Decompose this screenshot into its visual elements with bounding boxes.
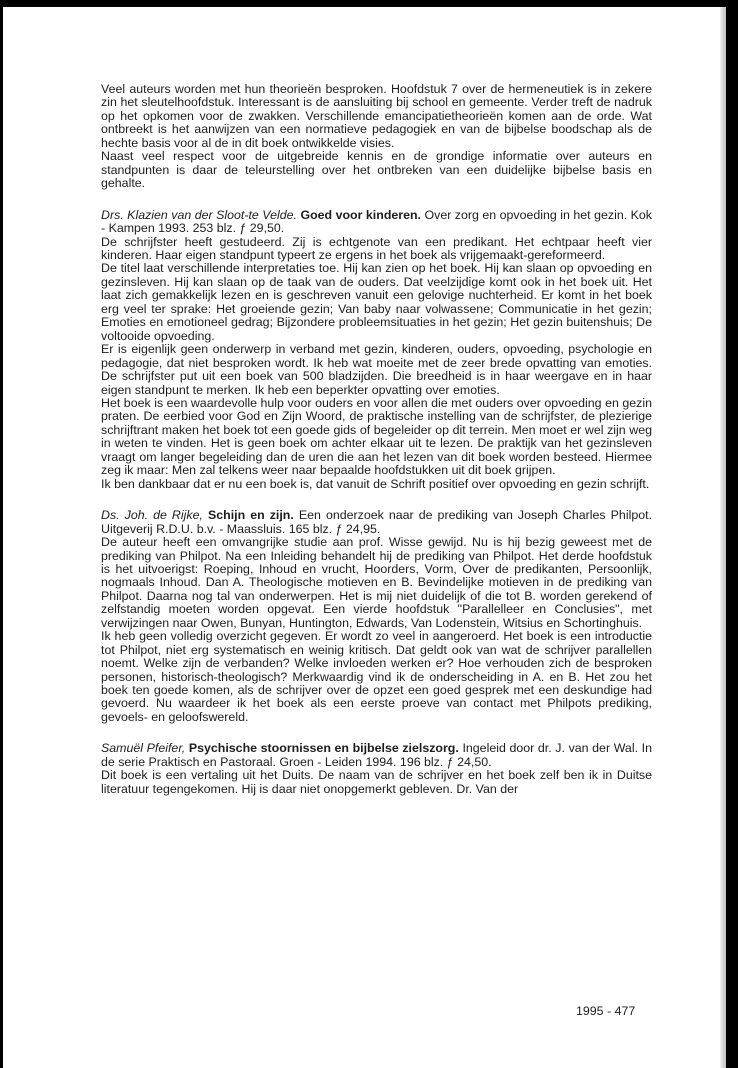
paragraph: Ik heb geen volledig overzicht gegeven. Er wordt zo veel in aangeroerd. Het boek is een introductie tot Philpot, niet erg systematisch en weinig kritisch. Dat geldt ook van wat de schrijver parallellen noemt. Welke zijn de verbanden? Welke invloeden werken er? Hoe verhouden zich de besproken personen, historisch-theologisch? Merkwaardig vind ik de onderscheiding in A. en B. Het zou het boek ten goede komen, als de schrijver over de opzet een goed gesprek met een deskundige had gevoerd. Nu waardeer ik het boek als een eerste proeve van contact met Philpots prediking, gevoels- en geloofswereld. xyxy=(101,629,652,724)
scan-border-left xyxy=(0,0,3,1068)
review-author: Drs. Klazien van der Sloot-te Velde. xyxy=(101,207,297,222)
review-info: Een onderzoek naar de prediking van Joseph Charles Philpot. Uitgeverij R.D.U. b.v. - Maassluis. 165 blz. ƒ 24,95. xyxy=(101,508,652,536)
paragraph: De auteur heeft een omvangrijke studie aan prof. Wisse gewijd. Nu is hij bezig geweest met de prediking van Philpot. Na een Inleiding behandelt hij de prediking van Philpot. Het derde hoofdstuk is het uitvoerigst: Roeping, Inhoud en vrucht, Hoorders, Vorm, Over de predikanten, Persoonlijk, nogmaals Inhoud. Dan A. Theologische motieven en B. Bevindelijke motieven in de prediking van Philpot. Daarna nog tal van onderwerpen. Het is mij niet duidelijk of die tot B. worden gerekend of zelfstandig moeten worden opgevat. Een vierde hoofdstuk "Parallelleer en Conclusies", met verwijzingen naar Owen, Bunyan, Huntington, Edwards, Van Lodenstein, Witsius en Schortinghuis. xyxy=(101,535,652,630)
page-text xyxy=(101,83,652,796)
paragraph: De schrijfster heeft gestudeerd. Zij is echtgenote van een predikant. Het echtpaar heeft vier kinderen. Haar eigen standpunt typeert ze ergens in het boek als vrijgemaakt-gereformeerd. xyxy=(101,234,652,262)
paragraph: Het boek is een waardevolle hulp voor ouders en voor allen die met ouders over opvoeding en gezin praten. De eerbied voor God en Zijn Woord, de praktische instelling van de schrijfster, de plezierige schrijftrant maken het boek tot een goede gids of begeleider op dit terrein. Men moet er wel zijn weg in weten te vinden. Het is geen boek om achter elkaar uit te lezen. De praktijk van het gezinsleven vraagt om langer begeleiding dan de uren die aan het lezen van dit boek worden besteed. Hiermee zeg ik maar: Men zal telkens weer naar bepaalde hoofdstukken uit dit boek grijpen. xyxy=(101,395,652,478)
paragraph: De titel laat verschillende interpretaties toe. Hij kan zien op het boek. Hij kan slaan op opvoeding en gezinsleven. Hij kan slaan op de taak van de ouders. Dat veelzijdige komt ook in het boek uit. Het laat zich gemakkelijk lezen en is geschreven vanuit een gelovige nuchterheid. Er komt in het boek erg veel ter sprake: Het groeiende gezin; Van baby naar volwassene; Communicatie in het gezin; Emoties en emotioneel gedrag; Bijzondere probleemsituaties in het gezin; Het gezin buitenshuis; De voltooide opvoeding. xyxy=(101,261,652,343)
paragraph: Dit boek is een vertaling uit het Duits. De naam van de schrijver en het boek zelf ben ik in Duitse literatuur tegengekomen. Hij is daar niet onopgemerkt gebleven. Dr. Van der xyxy=(101,768,652,796)
review-intro xyxy=(101,83,652,191)
review-heading xyxy=(101,509,652,536)
review-heading xyxy=(101,209,652,236)
review-sloot xyxy=(101,209,652,492)
paragraph: Ik ben dankbaar dat er nu een boek is, dat vanuit de Schrift positief over opvoeding en gezin schrijft. xyxy=(101,476,650,491)
review-title: Psychische stoornissen en bijbelse zielszorg. xyxy=(188,741,459,756)
paragraph: Naast veel respect voor de uitgebreide kennis en de grondige informatie over auteurs en standpunten is daar de teleurstelling over het ontbreken van een duidelijke bijbelse basis en gehalte. xyxy=(101,149,652,191)
review-rijke xyxy=(101,509,652,724)
page-number: 1995 - 477 xyxy=(576,1004,636,1018)
review-title: Goed voor kinderen. xyxy=(300,207,421,222)
review-pfeifer xyxy=(101,742,652,796)
scan-border-top xyxy=(0,0,738,7)
review-author: Ds. Joh. de Rijke, xyxy=(101,508,203,523)
review-title: Schijn en zijn. xyxy=(207,508,294,523)
paragraph: Er is eigenlijk geen onderwerp in verband met gezin, kinderen, ouders, opvoeding, psychologie en pedagogie, dat niet besproken wordt. Ik heb wat moeite met de zeer brede opvatting van emoties. De schrijfster put uit een boek van 500 bladzijden. Die breedheid is in haar weergave en in haar eigen standpunt te merken. Ik heb een beperkter opvatting over emoties. xyxy=(101,342,652,397)
review-author: Samuël Pfeifer, xyxy=(101,741,186,756)
scan-border-right xyxy=(726,0,738,1068)
paragraph: Veel auteurs worden met hun theorieën besproken. Hoofdstuk 7 over de hermeneutiek is in zekere zin het sleutelhoofdstuk. Interessant is de aansluiting bij school en gemeente. Verder treft de nadruk op het opkomen voor de zwakken. Verschillende emancipatietheorieën komen aan de orde. Wat ontbreekt is het aanwijzen van een normatieve pedagogiek en van de bijbelse boodschap als de hechte basis voor al de in dit boek ontwikkelde visies. xyxy=(101,82,652,150)
review-heading xyxy=(101,742,652,769)
review-info: Over zorg en opvoeding in het gezin. Kok - Kampen 1993. 253 blz. ƒ 29,50. xyxy=(101,207,652,236)
review-info: Ingeleid door dr. J. van der Wal. In de serie Praktisch en Pastoraal. Groen - Leiden 1994. 196 blz. ƒ 24,50. xyxy=(101,741,652,769)
